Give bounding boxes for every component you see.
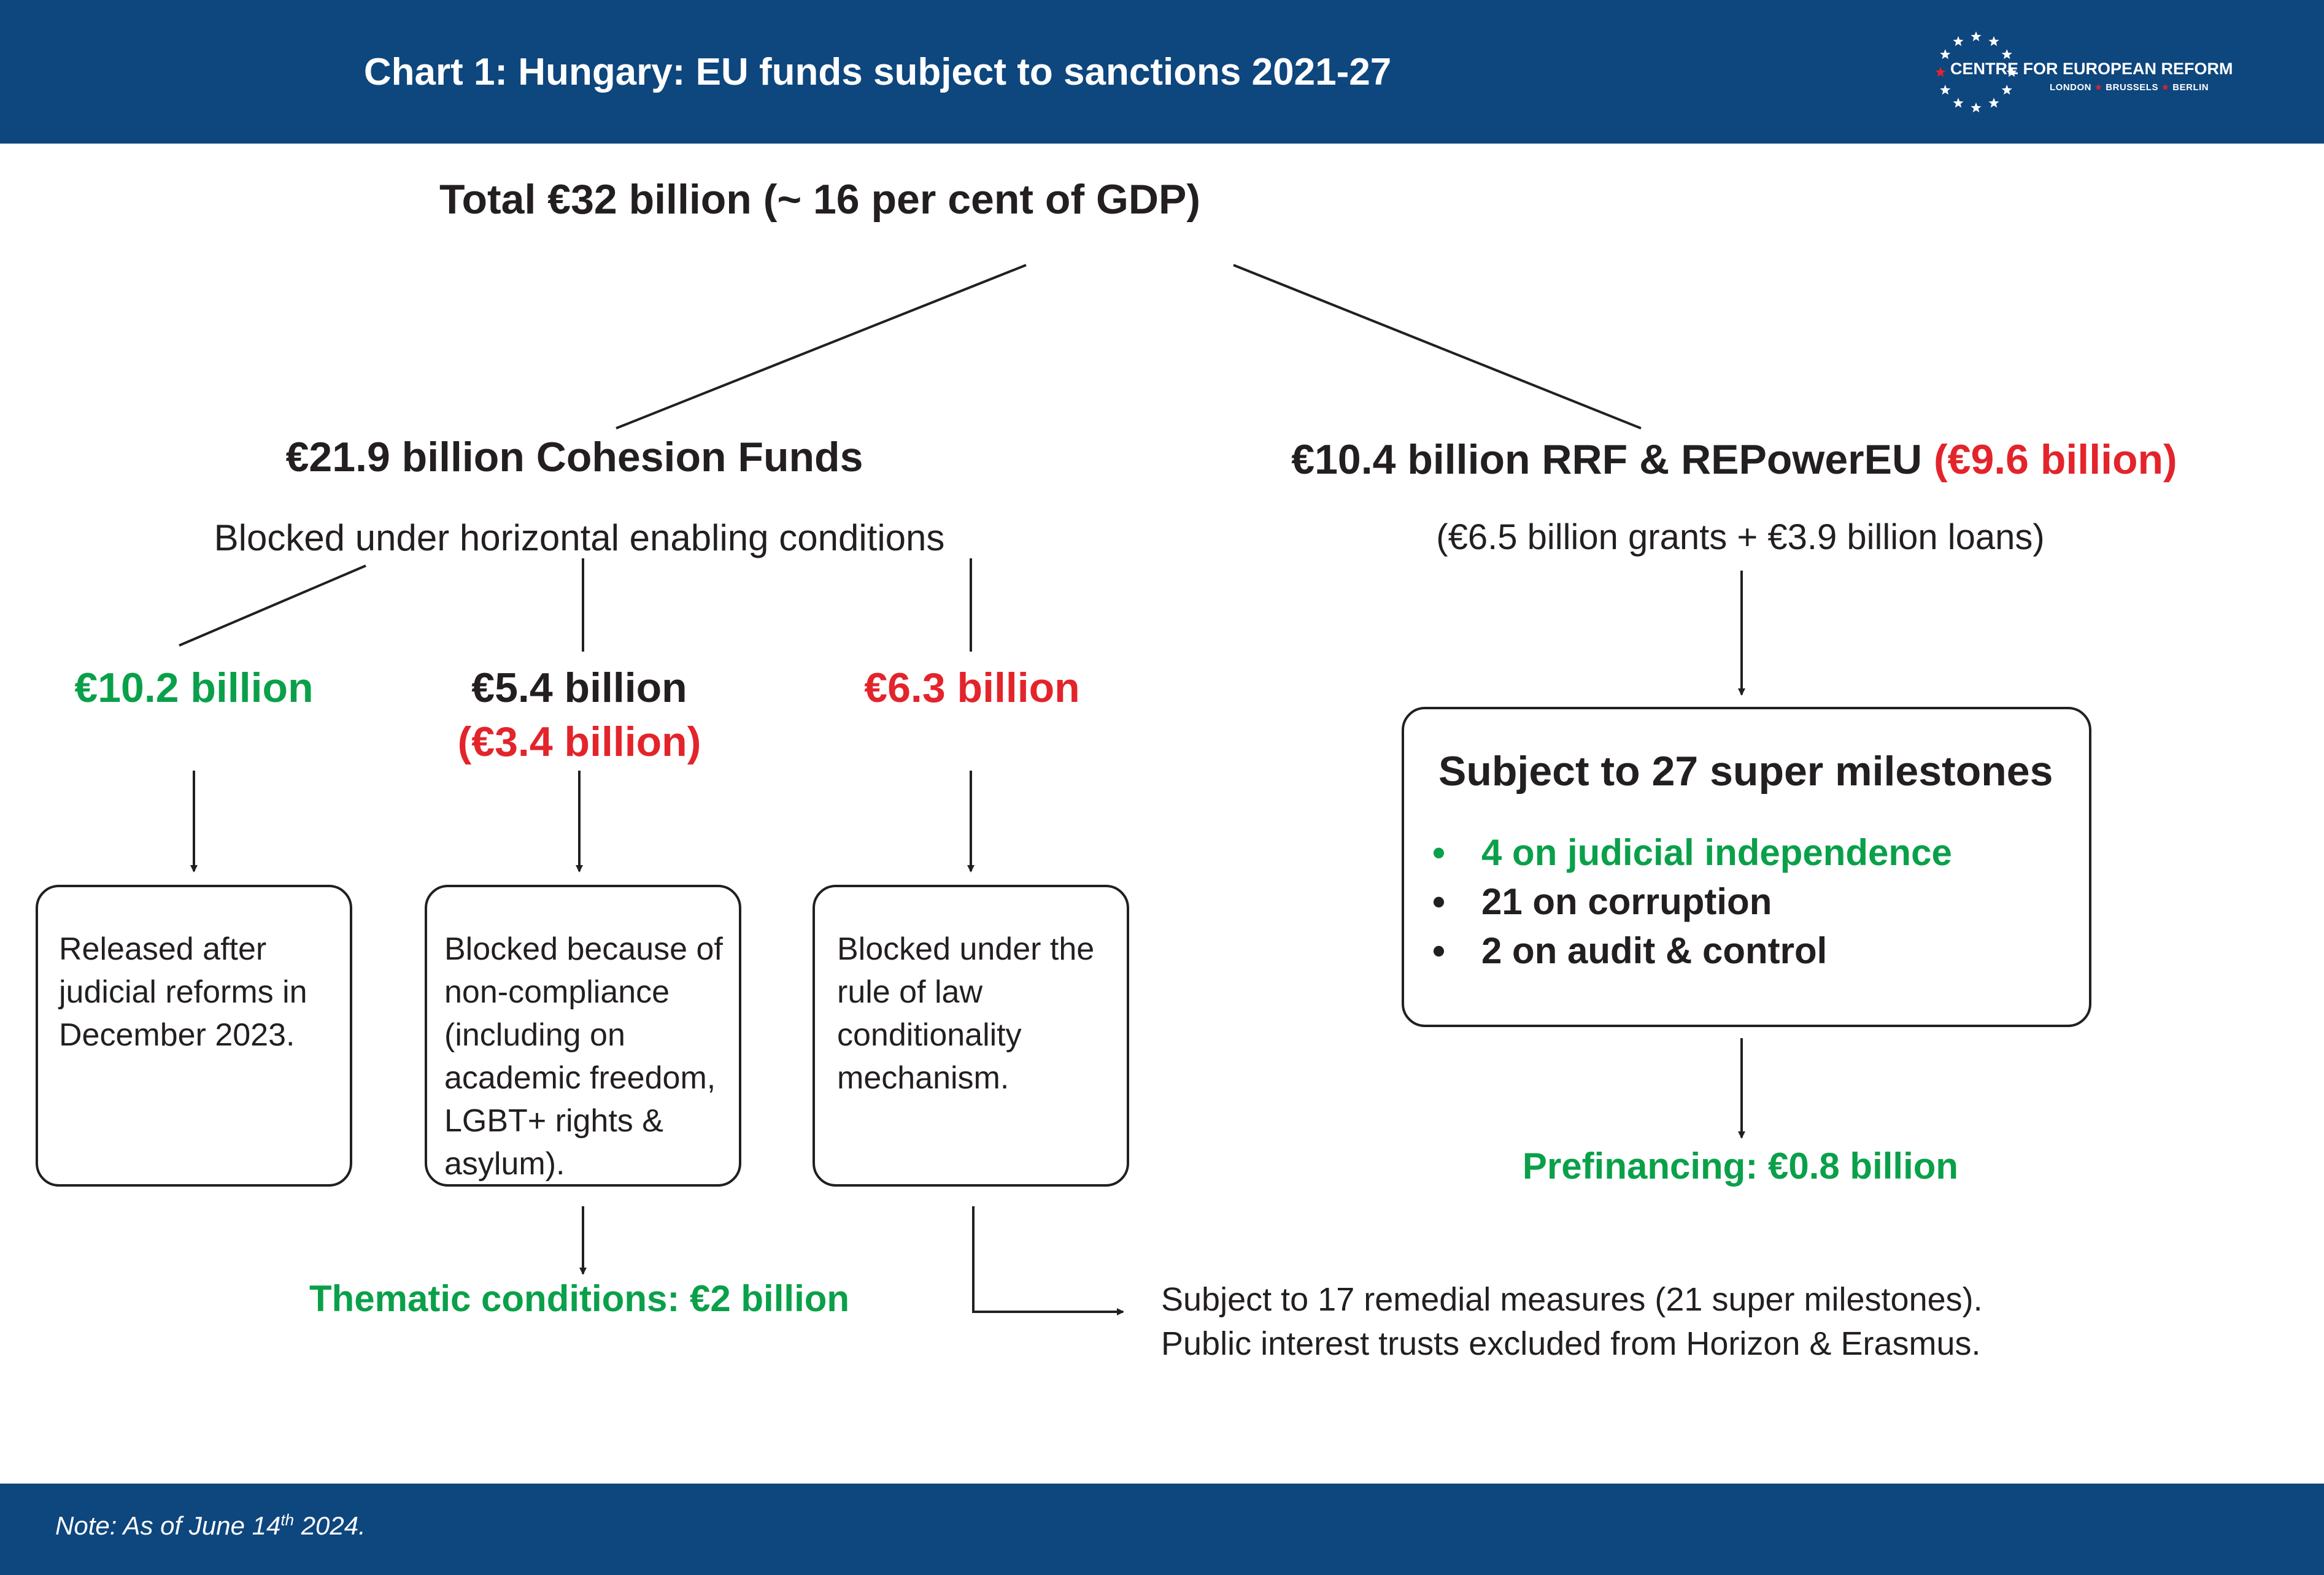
remedial-measures-note bbox=[1161, 1277, 1983, 1366]
box-line: conditionality bbox=[837, 1017, 1022, 1053]
bullet-icon: • bbox=[1432, 930, 1446, 971]
box-line: academic freedom, bbox=[444, 1060, 716, 1096]
box-line: (including on bbox=[444, 1017, 625, 1053]
box-line: December 2023. bbox=[59, 1017, 295, 1053]
connector-total-to-rrf bbox=[1233, 265, 1641, 428]
milestones-title: Subject to 27 super milestones bbox=[1438, 748, 2053, 795]
rrf-title bbox=[1291, 436, 2177, 483]
box-line: asylum). bbox=[444, 1146, 565, 1182]
prefinancing: Prefinancing: €0.8 billion bbox=[1522, 1146, 1959, 1187]
box-super-milestones bbox=[1402, 707, 2091, 1027]
logo-star-separator-icon: ★ bbox=[2161, 82, 2170, 93]
box-rule-of-law bbox=[813, 885, 1129, 1187]
total-heading: Total €32 billion (~ 16 per cent of GDP) bbox=[439, 176, 1200, 223]
milestone-item: • 21 on corruption bbox=[1432, 877, 1952, 926]
box-line: Blocked because of bbox=[444, 931, 723, 967]
logo-city-berlin: BERLIN bbox=[2172, 82, 2209, 93]
milestones-list bbox=[1432, 828, 1952, 976]
box-line: judicial reforms in bbox=[59, 974, 307, 1010]
box-line: Released after bbox=[59, 931, 267, 967]
box-released bbox=[36, 885, 352, 1187]
arrow-box-3-to-remedial bbox=[973, 1206, 1123, 1312]
bullet-icon: • bbox=[1432, 881, 1446, 922]
logo-name: CENTRE FOR EUROPEAN REFORM bbox=[1950, 60, 2233, 78]
bullet-icon: • bbox=[1432, 832, 1446, 873]
thematic-conditions: Thematic conditions: €2 billion bbox=[309, 1278, 850, 1319]
box-line: Blocked under the bbox=[837, 931, 1095, 967]
logo-star-separator-icon: ★ bbox=[2094, 82, 2103, 93]
rrf-title-main: €10.4 billion RRF & REPowerEU bbox=[1291, 436, 1923, 483]
logo-city-london: LONDON bbox=[2050, 82, 2091, 93]
chart-title: Chart 1: Hungary: EU funds subject to sanctions 2021-27 bbox=[363, 50, 1392, 93]
box-line: mechanism. bbox=[837, 1060, 1010, 1096]
rrf-title-red: (€9.6 billion) bbox=[1933, 436, 2177, 483]
connector-cohesion-to-branch-1 bbox=[179, 566, 366, 645]
logo-city-brussels: BRUSSELS bbox=[2106, 82, 2158, 93]
branch-amount-noncompliance: €5.4 billion bbox=[471, 664, 687, 711]
connector-total-to-cohesion bbox=[616, 265, 1026, 428]
branch-amount-rule-of-law: €6.3 billion bbox=[864, 664, 1080, 711]
footer-note: Note: As of June 14th 2024. bbox=[55, 1511, 366, 1540]
box-line: non-compliance bbox=[444, 974, 670, 1010]
rrf-subtitle: (€6.5 billion grants + €3.9 billion loans) bbox=[1436, 517, 2045, 557]
box-line: LGBT+ rights & bbox=[444, 1103, 663, 1139]
branch-amount-released: €10.2 billion bbox=[74, 664, 314, 711]
box-line: rule of law bbox=[837, 974, 982, 1010]
remedial-line: Public interest trusts excluded from Horizon & Erasmus. bbox=[1161, 1325, 1981, 1362]
remedial-line: Subject to 17 remedial measures (21 super milestones). bbox=[1161, 1281, 1983, 1318]
branch-amount-noncompliance-red: (€3.4 billion) bbox=[457, 718, 701, 765]
milestone-item: • 2 on audit & control bbox=[1432, 926, 1952, 976]
box-noncompliance bbox=[425, 885, 741, 1187]
cohesion-title: €21.9 billion Cohesion Funds bbox=[285, 434, 863, 480]
cohesion-subtitle: Blocked under horizontal enabling conditions bbox=[214, 517, 945, 558]
milestone-item: • 4 on judicial independence bbox=[1432, 828, 1952, 877]
